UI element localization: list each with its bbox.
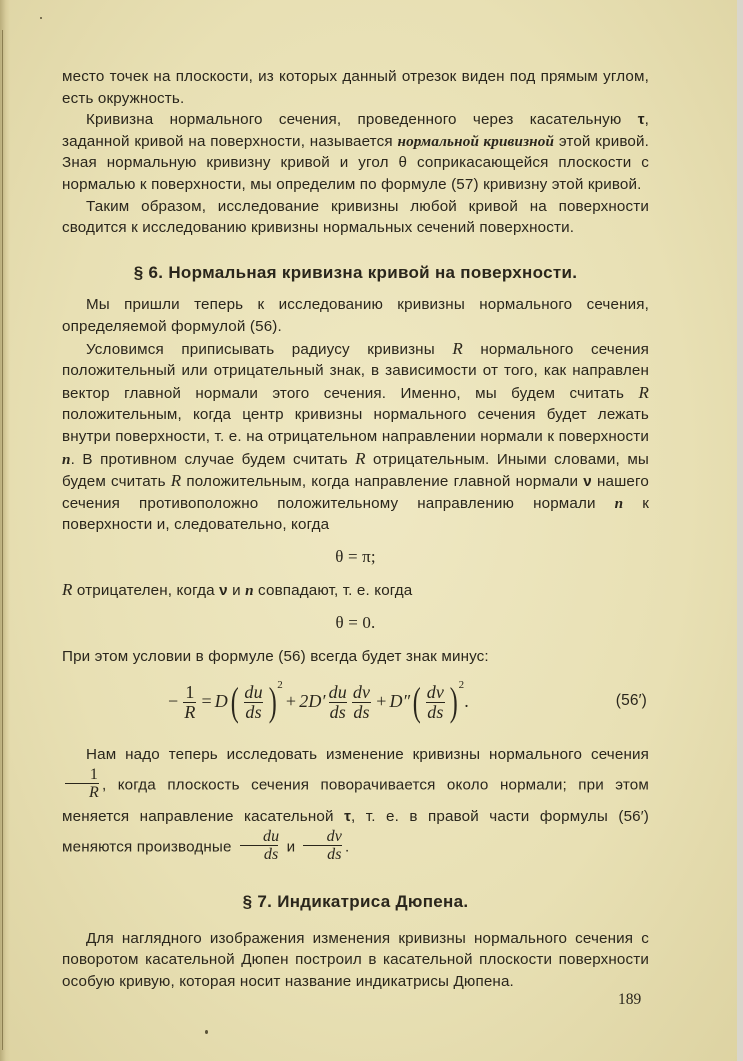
paragraph-normal-curvature-definition: Кривизна нормального сечения, проведенного через касательную τ, заданной кривой на поверхности, называется нормальной кривизной этой кривой. Зная нормальную кривизну кривой и угол θ соприкасающейся плоскости с нормалью к поверхности, мы определим по формуле (57) кривизну этой кривой. [62,111,649,193]
print-speck [205,1030,208,1034]
page-number: 189 [618,991,642,1008]
defined-term: нормальной кривизной [397,132,555,150]
formula-56-prime [62,673,649,731]
page-content [62,66,649,993]
equation-theta-pi: θ = π; [335,546,376,566]
section-6-heading: § 6. Нормальная кривизна кривой на поверхности. [133,262,578,282]
section-7-heading: § 7. Индикатриса Дюпена. [242,892,469,912]
equation-number: (56′) [615,692,647,710]
paragraph-s6-sign-convention: Условимся приписывать радиусу кривизны R нормального сечения положительный или отрицательный знак, в зависимости от того, как направлен вектор главной нормали этого сечения. Именно, мы будем считать R положительным, когда центр кривизны нормального сечения будет лежать внутри поверхности, т. е. на отрицательном направлении нормали к поверхности n. В противном случае будем считать R отрицательным. Иными словами, мы будем считать R положительным, когда направление главной нормали ν нашего сечения противоположно положительному направлению нормали n к поверхности и, следовательно, когда [62,338,650,534]
equation-theta-zero: θ = 0. [335,613,376,633]
paragraph-circle-locus: место точек на плоскости, из которых данный отрезок виден под прямым углом, есть окружность. [62,68,649,107]
paragraph-minus-sign: При этом условии в формуле (56) всегда будет знак минус: [62,647,489,665]
paragraph-s7-intro: Для наглядного изображения изменения кривизны нормального сечения с поворотом касательной Дюпен построил в касательной плоскости поверхности особую кривую, которая носит название индикатрисы Дюпена. [62,929,649,991]
tau-symbol: τ [637,111,645,129]
paragraph-conclusion: Таким образом, исследование кривизны любой кривой на поверхности сводится к исследованию кривизны нормальных сечений поверхности. [62,197,649,237]
page-right-edge [737,0,743,1061]
formula-body: − $\frac{1}{R}$ = D ( $\frac{du}{ds}$ ) 2 + 2D′ $\frac{du}{ds}$ $\frac{dv}{ds}$ + D″ ( $\frac{dv}{ds}$ ) 2 . [168,679,469,725]
fraction-one-over-r: $\frac{1}{R}$ [184,681,196,722]
paragraph-curvature-change: Нам надо теперь исследовать изменение кривизны нормального сечения $\frac{1}{R}$ , когда плоскость сечения поворачивается около нормали; при этом меняется направление касательной τ, т. е. в правой части формулы (56′) меняются производные $\frac{du}{ds}$ и $\frac{dv}{ds}$ . [62,746,649,864]
paragraph-negative-case: R отрицателен, когда ν и n совпадают, т. е. когда [62,580,413,600]
theta-symbol: θ [398,154,408,172]
print-speck [40,17,42,19]
paragraph-s6-intro: Мы пришли теперь к исследованию кривизны нормального сечения, определяемой формулой (56). [62,296,649,335]
book-spine-edge [0,0,10,1061]
